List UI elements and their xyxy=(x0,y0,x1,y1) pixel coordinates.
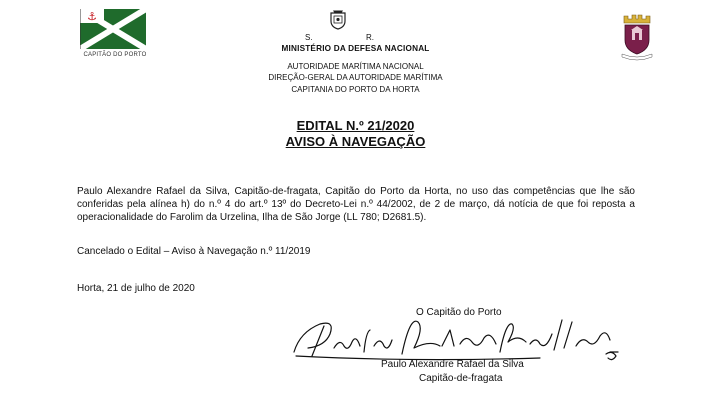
authority-line-3: CAPITANIA DO PORTO DA HORTA xyxy=(291,85,420,94)
authority-line-2: DIREÇÃO-GERAL DA AUTORIDADE MARÍTIMA xyxy=(268,73,443,82)
edict-number-title: EDITAL N.º 21/2020 xyxy=(296,118,415,133)
harbour-captain-flag-icon xyxy=(80,9,146,49)
signatory-rank: Capitão-de-fragata xyxy=(419,373,503,384)
signatory-title: O Capitão do Porto xyxy=(416,307,502,318)
notice-title: AVISO À NAVEGAÇÃO xyxy=(285,134,426,149)
svg-text:⚓: ⚓ xyxy=(87,10,97,23)
republic-crest-icon xyxy=(329,10,347,30)
signatory-name: Paulo Alexandre Rafael da Silva xyxy=(381,359,524,370)
cancellation-line: Cancelado o Edital – Aviso à Navegação n.º 11/2019 xyxy=(77,246,311,257)
flag-caption: CAPITÃO DO PORTO xyxy=(83,52,147,58)
city-crest-icon xyxy=(620,13,654,61)
ministry-heading: MINISTÉRIO DA DEFESA NACIONAL xyxy=(281,44,430,53)
sr-left-letter: S. xyxy=(305,33,313,42)
date-line: Horta, 21 de julho de 2020 xyxy=(77,283,195,294)
authority-line-1: AUTORIDADE MARÍTIMA NACIONAL xyxy=(287,62,424,71)
sr-right-letter: R. xyxy=(366,33,374,42)
notice-paragraph: Paulo Alexandre Rafael da Silva, Capitão-de-fragata, Capitão do Porto da Horta, no uso das competências que lhe são conferidas pela alínea h) do n.º 4 do art.º 13º do Decreto-Lei n.º 44/2002, de 2 de março, dá notícia de que foi reposta a operacionalidade do Farolim da Urzelina, Ilha de São Jorge (LL 780; D2681.5). xyxy=(77,186,635,223)
